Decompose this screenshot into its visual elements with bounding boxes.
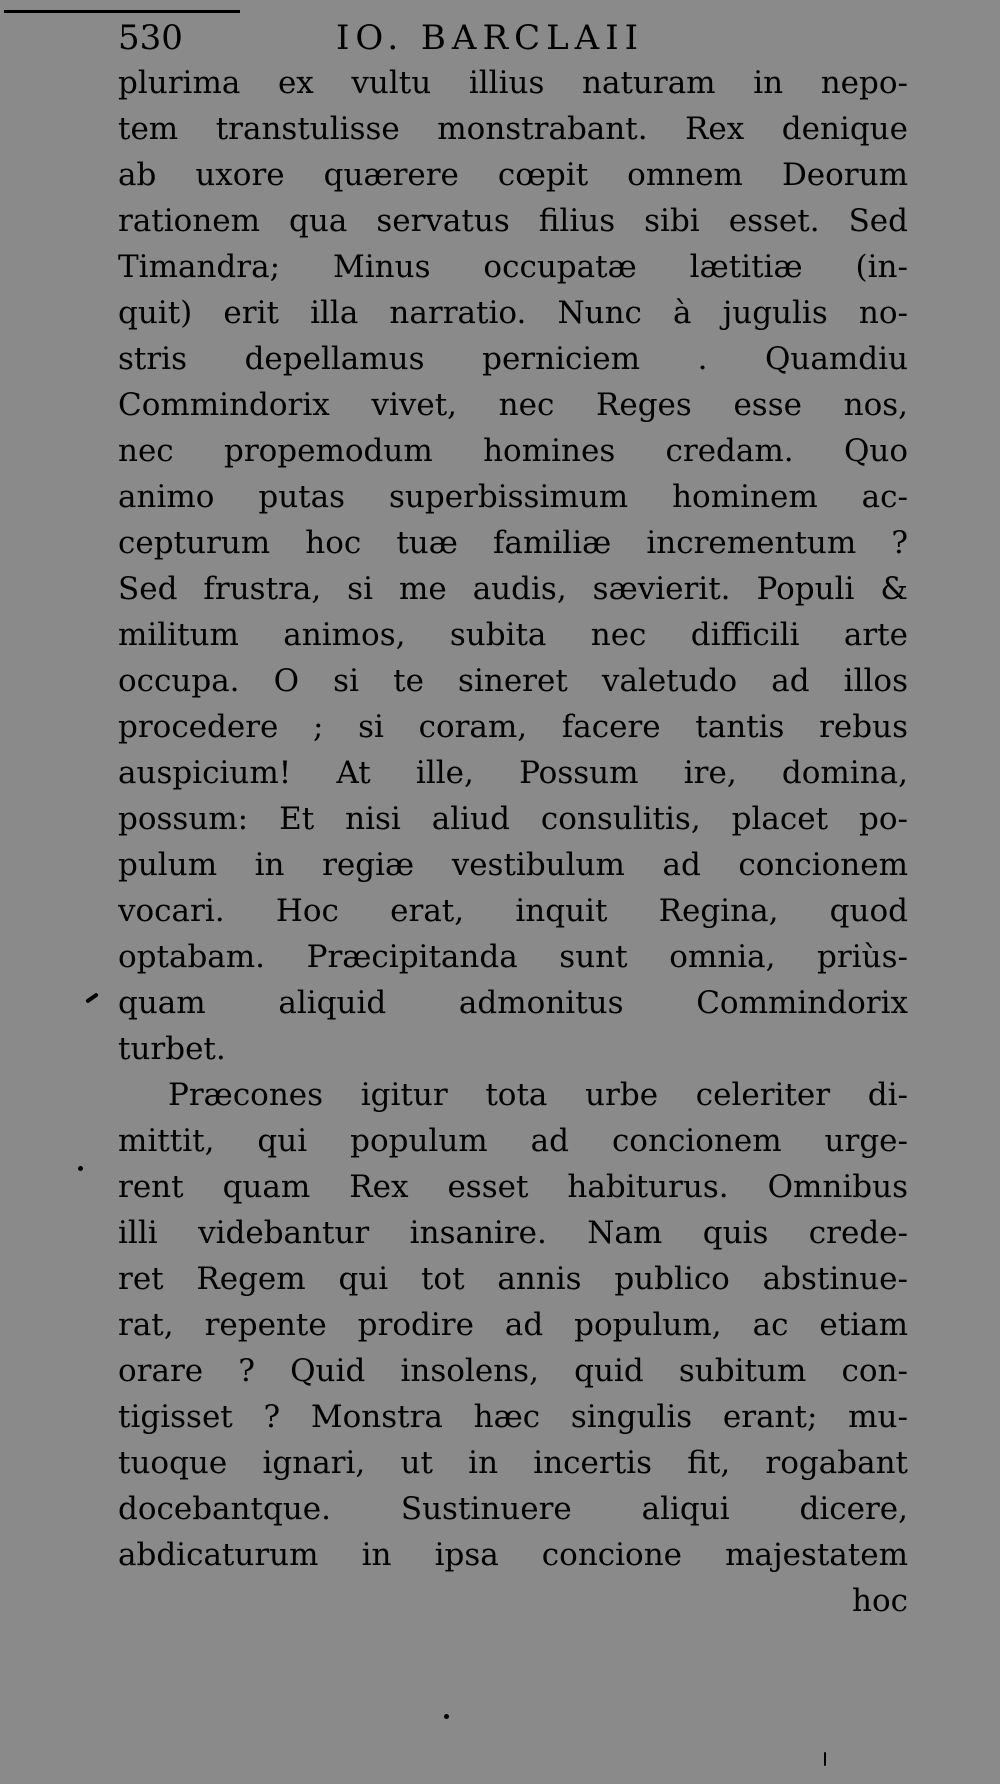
ink-speck xyxy=(78,1166,83,1171)
text-line: rent quam Rex esset habiturus. Omnibus xyxy=(118,1169,908,1205)
text-line: stris depellamus perniciem . Quamdiu xyxy=(118,341,908,377)
text-line: quam aliquid admonitus Commindorix xyxy=(118,985,908,1021)
text-line: rat, repente prodire ad populum, ac etiam xyxy=(118,1307,908,1343)
text-line: docebantque. Sustinuere aliqui dicere, xyxy=(118,1491,908,1527)
margin-mark xyxy=(85,992,99,1003)
text-line: nec propemodum homines credam. Quo xyxy=(118,433,908,469)
running-head: IO. BARCLAII xyxy=(336,18,645,58)
ink-speck xyxy=(444,1714,449,1719)
text-line: abdicaturum in ipsa concione majestatem xyxy=(118,1537,908,1573)
text-line: mittit, qui populum ad concionem urge- xyxy=(118,1123,908,1159)
text-line: occupa. O si te sineret valetudo ad illos xyxy=(118,663,908,699)
text-line: ret Regem qui tot annis publico abstinue- xyxy=(118,1261,908,1297)
text-line: procedere ; si coram, facere tantis rebus xyxy=(118,709,908,745)
text-line: plurima ex vultu illius naturam in nepo- xyxy=(118,65,908,101)
text-line: Præcones igitur tota urbe celeriter di- xyxy=(168,1077,908,1113)
text-line: optabam. Præcipitanda sunt omnia, priùs- xyxy=(118,939,908,975)
body-text xyxy=(118,60,908,1624)
text-line: possum: Et nisi aliud consulitis, placet po- xyxy=(118,801,908,837)
page-number: 530 xyxy=(118,18,183,58)
text-line: Timandra; Minus occupatæ lætitiæ (in- xyxy=(118,249,908,285)
ink-speck xyxy=(824,1752,826,1766)
text-line: illi videbantur insanire. Nam quis crede- xyxy=(118,1215,908,1251)
text-line: pulum in regiæ vestibulum ad concionem xyxy=(118,847,908,883)
text-line: orare ? Quid insolens, quid subitum con- xyxy=(118,1353,908,1389)
text-line: animo putas superbissimum hominem ac- xyxy=(118,479,908,515)
text-line: tem transtulisse monstrabant. Rex denique xyxy=(118,111,908,147)
text-line: quit) erit illa narratio. Nunc à jugulis no- xyxy=(118,295,908,331)
text-line: ab uxore quærere cœpit omnem Deorum xyxy=(118,157,908,193)
text-line: vocari. Hoc erat, inquit Regina, quod xyxy=(118,893,908,929)
top-rule xyxy=(4,10,240,13)
text-line: cepturum hoc tuæ familiæ incrementum ? xyxy=(118,525,908,561)
text-line: militum animos, subita nec difficili arte xyxy=(118,617,908,653)
text-line: auspicium! At ille, Possum ire, domina, xyxy=(118,755,908,791)
text-line: tuoque ignari, ut in incertis fit, rogabant xyxy=(118,1445,908,1481)
text-line: turbet. xyxy=(118,1031,226,1067)
text-line: rationem qua servatus filius sibi esset. Sed xyxy=(118,203,908,239)
page-header xyxy=(118,18,718,58)
text-line: Sed frustra, si me audis, sævierit. Populi & xyxy=(118,571,908,607)
catchword: hoc xyxy=(852,1583,908,1619)
text-line: Commindorix vivet, nec Reges esse nos, xyxy=(118,387,908,423)
text-line: tigisset ? Monstra hæc singulis erant; mu- xyxy=(118,1399,908,1435)
